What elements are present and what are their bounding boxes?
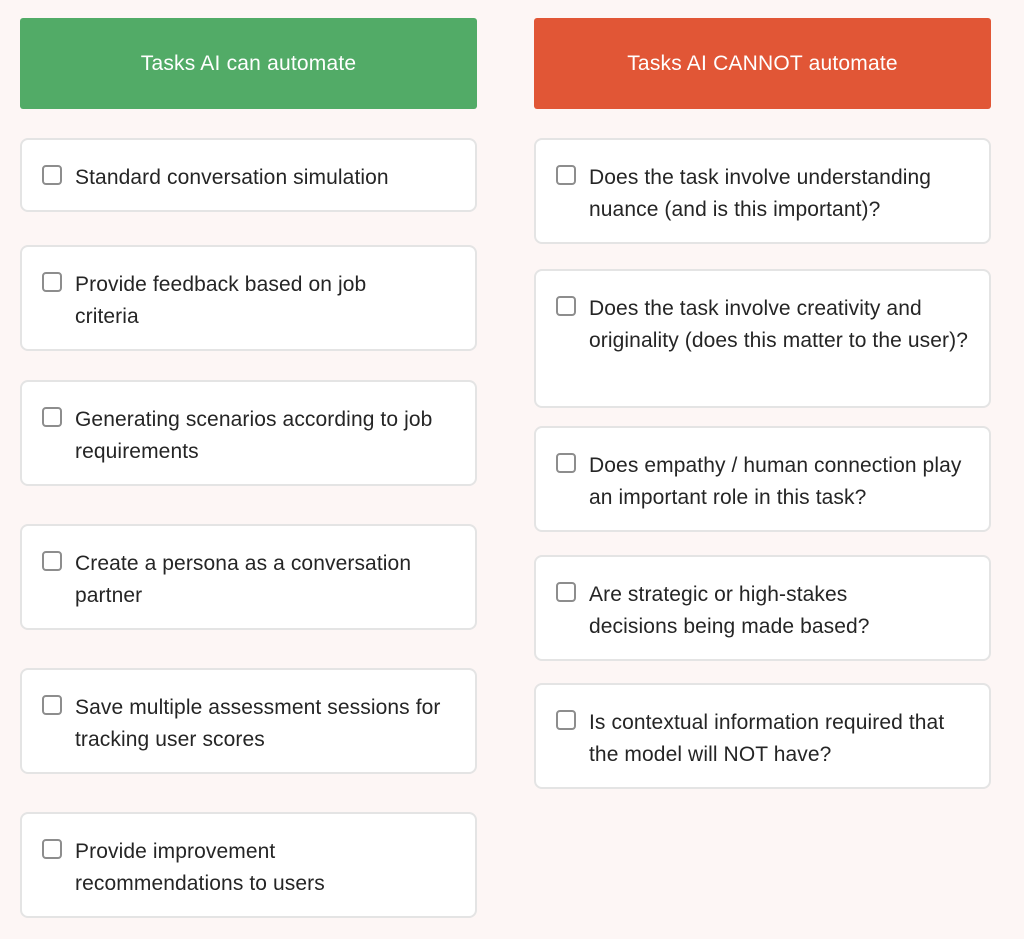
checklist-item-persona[interactable]: [20, 524, 477, 630]
checkbox[interactable]: [556, 710, 576, 730]
automatable-tasks-column: [20, 18, 477, 895]
checklist-item-nuance[interactable]: [534, 138, 991, 244]
checklist-item-assessment-sessions[interactable]: [20, 668, 477, 774]
non-automatable-tasks-title: Tasks AI CANNOT automate: [627, 51, 898, 75]
checklist-item-feedback[interactable]: [20, 245, 477, 351]
checkbox[interactable]: [42, 165, 62, 185]
checklist-item-contextual-information[interactable]: [534, 683, 991, 789]
checklist-item-creativity[interactable]: [534, 269, 991, 408]
checklist-item-empathy[interactable]: [534, 426, 991, 532]
checklist-item-label: Create a persona as a conversation partner: [75, 552, 412, 607]
checkbox[interactable]: [42, 695, 62, 715]
checklist-item-standard-conversation[interactable]: [20, 138, 477, 212]
checklist-item-label: Save multiple assessment sessions for tracking user scores: [75, 696, 441, 751]
checklist-item-label: Standard conversation simulation: [75, 166, 389, 189]
checklist-item-label: Does empathy / human connection play an important role in this task?: [589, 454, 962, 509]
checklist-item-label: Are strategic or high-stakes decisions being made based?: [589, 583, 870, 638]
checkbox[interactable]: [42, 839, 62, 859]
checklist-item-scenarios[interactable]: [20, 380, 477, 486]
checkbox[interactable]: [556, 453, 576, 473]
checklist-item-label: Provide improvement recommendations to users: [75, 840, 325, 895]
checkbox[interactable]: [556, 296, 576, 316]
checkbox[interactable]: [42, 272, 62, 292]
automatable-tasks-header: [20, 18, 477, 109]
checkbox[interactable]: [556, 582, 576, 602]
checklist-item-label: Provide feedback based on job criteria: [75, 273, 367, 328]
checklist-item-label: Generating scenarios according to job requirements: [75, 408, 433, 463]
checkbox[interactable]: [556, 165, 576, 185]
checklist-item-strategic-decisions[interactable]: [534, 555, 991, 661]
checkbox[interactable]: [42, 407, 62, 427]
non-automatable-tasks-column: [534, 18, 991, 766]
checklist-item-label: Does the task involve understanding nuance (and is this important)?: [589, 166, 932, 221]
checklist-item-label: Does the task involve creativity and originality (does this matter to the user)?: [589, 297, 968, 352]
checklist-item-recommendations[interactable]: [20, 812, 477, 918]
checklist-item-label: Is contextual information required that the model will NOT have?: [589, 711, 945, 766]
non-automatable-tasks-header: [534, 18, 991, 109]
automatable-tasks-title: Tasks AI can automate: [140, 51, 357, 75]
checkbox[interactable]: [42, 551, 62, 571]
